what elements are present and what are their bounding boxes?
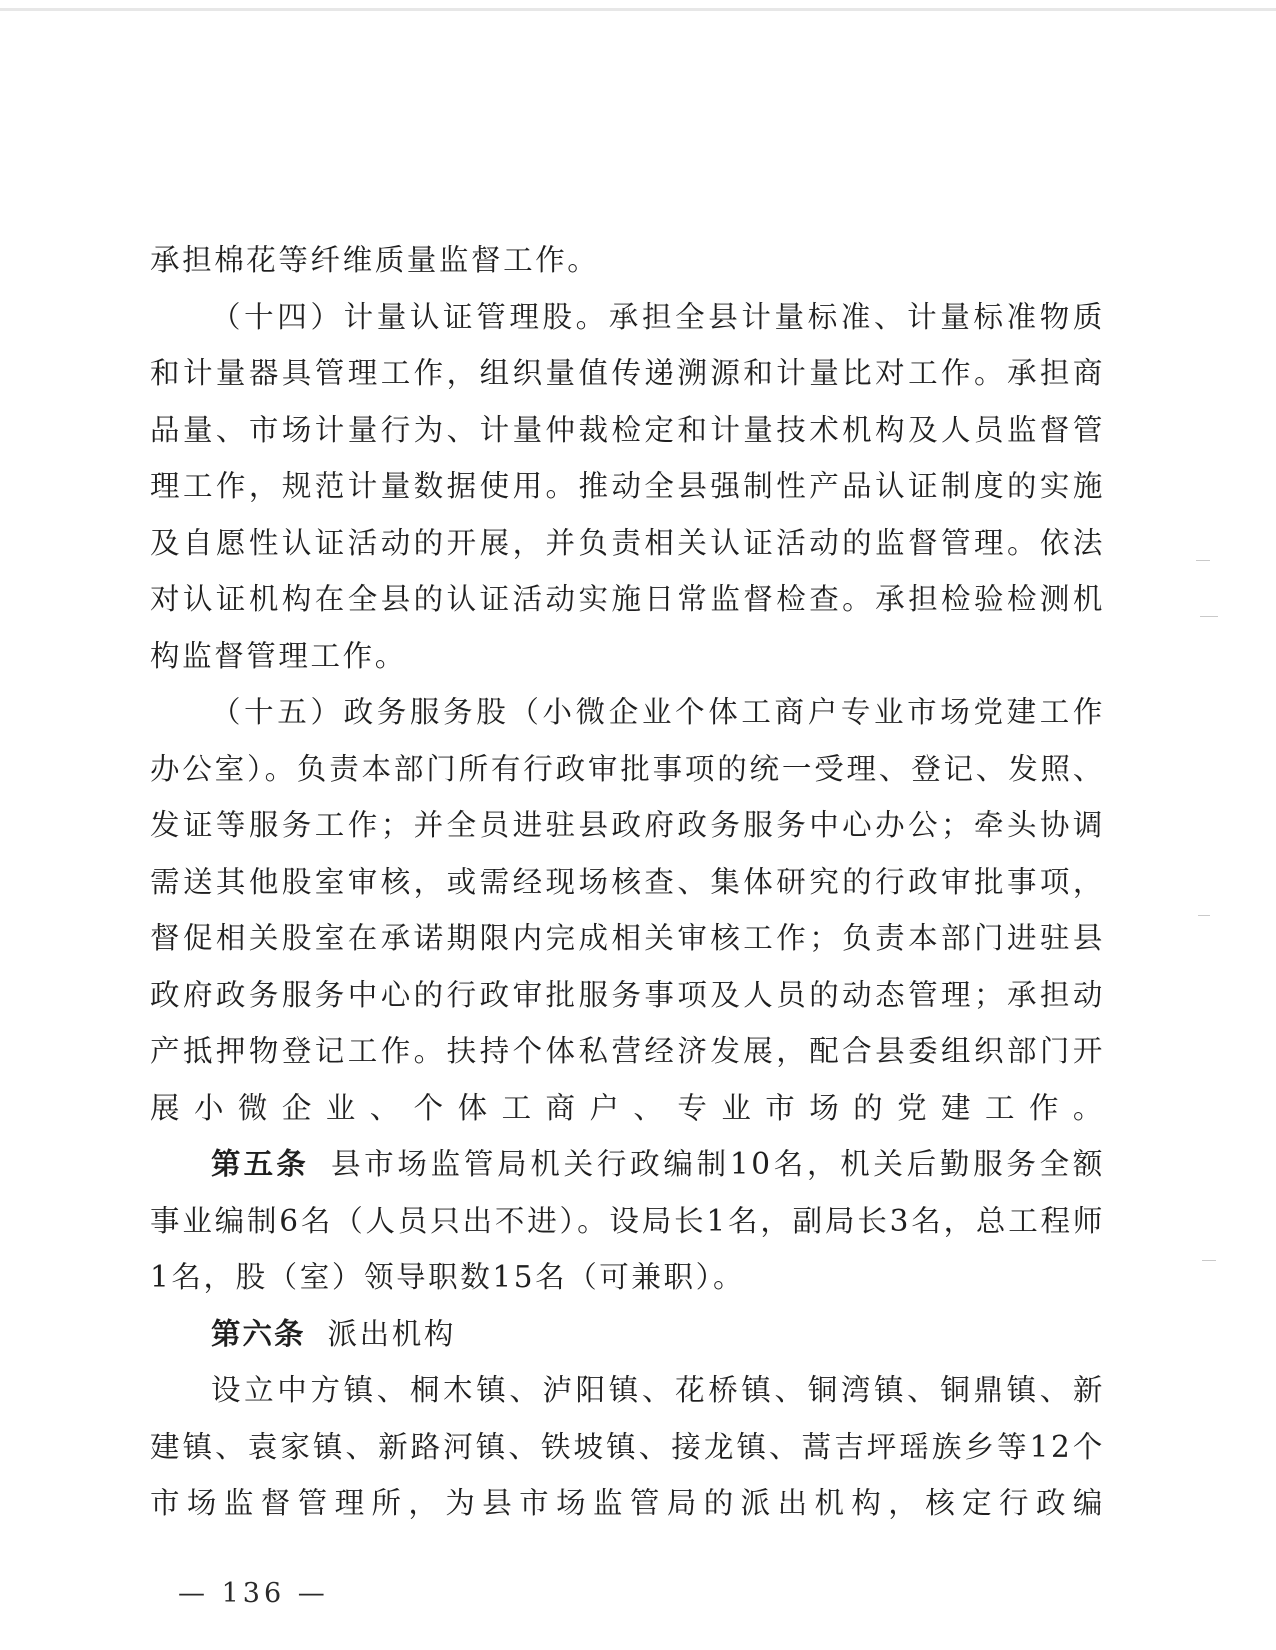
scan-edge-line	[0, 8, 1276, 11]
page-number: — 136 —	[178, 1578, 329, 1609]
paragraph-text: （十五）政务服务股（小微企业个体工商户专业市场党建工作办公室）。负责本部门所有行政审批事项的统一受理、登记、发照、发证等服务工作；并全员进驻县政府政务服务中心办公；牵头协调需送其他股室审核，或需经现场核查、集体研究的行政审批事项，督促相关股室在承诺期限内完成相关审核工作；负责本部门进驻县政府政务服务中心的行政审批服务事项及人员的动态管理；承担动产抵押物登记工作。扶持个体私营经济发展，配合县委组织部门开展小微企业、个体工商户、专业市场的党建工作。	[150, 695, 1105, 1125]
article-heading: 第六条	[211, 1316, 306, 1351]
article-text: 县市场监管局机关行政编制10名，机关后勤服务全额事业编制6名（人员只出不进）。设局长1名，副局长3名，总工程师1名，股（室）领导职数15名（可兼职）。	[150, 1147, 1105, 1294]
paragraph-metrology-certification	[150, 289, 1105, 685]
paragraph-government-services	[150, 684, 1105, 1136]
scan-specks	[1196, 560, 1226, 1260]
document-page	[150, 232, 1105, 1532]
paragraph-text: 承担棉花等纤维质量监督工作。	[150, 243, 600, 277]
scan-speck	[1200, 616, 1218, 617]
article-five	[150, 1136, 1105, 1306]
paragraph-text: （十四）计量认证管理股。承担全县计量标准、计量标准物质和计量器具管理工作，组织量值传递溯源和计量比对工作。承担商品量、市场计量行为、计量仲裁检定和计量技术机构及人员监督管理工作，规范计量数据使用。推动全县强制性产品认证制度的实施及自愿性认证活动的开展，并负责相关认证活动的监督管理。依法对认证机构在全县的认证活动实施日常监督检查。承担检验检测机构监督管理工作。	[150, 299, 1105, 673]
scan-speck	[1202, 1260, 1216, 1261]
paragraph-text: 设立中方镇、桐木镇、泸阳镇、花桥镇、铜湾镇、铜鼎镇、新建镇、袁家镇、新路河镇、铁坡镇、接龙镇、蒿吉坪瑶族乡等12个市场监督管理所，为县市场监管局的派出机构，核定行政编	[150, 1373, 1105, 1520]
paragraph-continuation	[150, 232, 1105, 289]
article-six	[150, 1306, 1105, 1363]
article-text: 派出机构	[327, 1316, 456, 1351]
scan-speck	[1198, 915, 1210, 916]
paragraph-dispatched-agencies	[150, 1362, 1105, 1532]
article-heading: 第五条	[211, 1147, 309, 1181]
scan-speck	[1196, 560, 1210, 561]
